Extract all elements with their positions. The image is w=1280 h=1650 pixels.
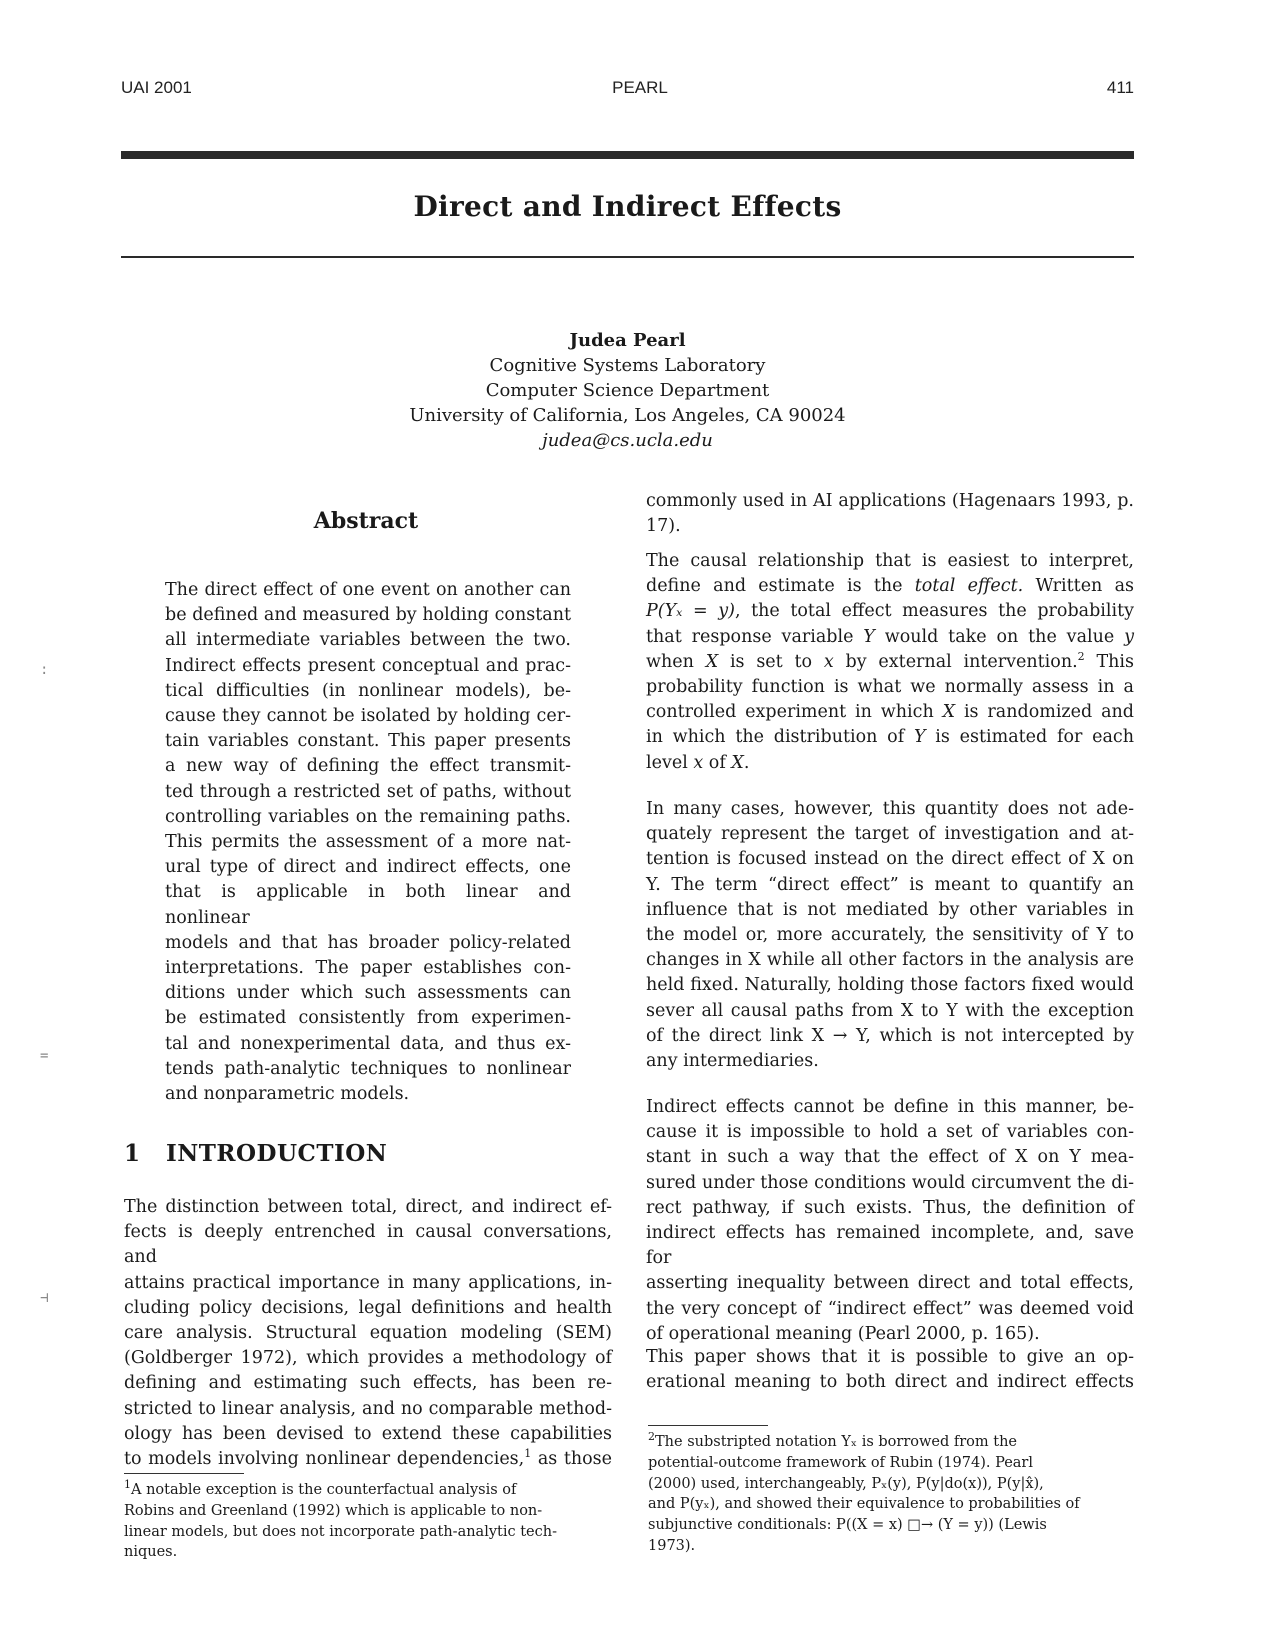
section-heading [124,1140,387,1167]
text-line: tal and nonexperimental data, and thus ex- [165,1033,571,1054]
text-line: level x of X. [646,752,750,773]
text-line: cause they cannot be isolated by holding cer- [165,706,571,727]
scan-margin-mark: ⊣ [40,1290,49,1306]
footnote-rule [648,1425,768,1426]
right-paragraph-0 [646,489,1134,539]
title-top-rule [121,151,1134,159]
text-line: tention is focused instead on the direct effect of X on [646,849,1134,870]
running-header-left: UAI 2001 [121,78,192,97]
text-line: indirect effects has remained incomplete, and, save for [646,1223,1134,1269]
footnote-line: subjunctive conditionals: P((X = x) □→ (Y = y)) (Lewis [648,1517,1047,1534]
text-line: sever all causal paths from X to Y with the exception [646,1000,1134,1021]
page-number: 411 [1106,78,1134,97]
affiliation-line: University of California, Los Angeles, CA 90024 [409,405,846,426]
affiliation-line: Cognitive Systems Laboratory [489,355,766,376]
affiliation-line: Computer Science Department [485,380,770,401]
footnote-line: and P(yₓ), and showed their equivalence to probabilities of [648,1496,1080,1513]
text-line: a new way of defining the effect transmit- [165,756,571,777]
footnote-text: A notable exception is the counterfactual analysis of [131,1482,517,1498]
text-line: The direct effect of one event on another can [165,580,571,600]
abstract-heading: Abstract [313,508,419,534]
text-line: tical difficulties (in nonlinear models), be- [165,680,571,701]
footnote-line [124,1480,612,1501]
text-line: rect pathway, if such exists. Thus, the definition of [646,1197,1134,1218]
section-number: 1 [124,1140,141,1167]
text-line: P(Yₓ = y), the total effect measures the probability [646,601,1134,622]
abstract-body [165,578,571,1107]
footnote-1 [124,1473,612,1563]
text-line: in which the distribution of Y is estimated for each [646,727,1134,748]
footnote-ref[interactable]: 2 [1077,649,1085,663]
paper-title: Direct and Indirect Effects [413,190,842,223]
footnote-rule [124,1473,244,1474]
text-line: This permits the assessment of a more nat- [165,832,571,853]
text-line: The causal relationship that is easiest to interpret, [646,551,1134,571]
footnote-mark: 1 [124,1478,131,1492]
text-line: of the direct link X → Y, which is not intercepted by [646,1025,1134,1046]
footnote-line: linear models, but does not incorporate path-analytic tech- [124,1523,557,1540]
footnote-line: (2000) used, interchangeably, Pₓ(y), P(y|do(x)), P(y|x̂), [648,1475,1044,1492]
text-line: that is applicable in both linear and nonlinear [165,882,571,928]
text-line: ted through a restricted set of paths, without [165,781,571,802]
text-line: all intermediate variables between the two. [165,630,571,651]
intro-paragraph [124,1195,612,1472]
footnote-ref[interactable]: 1 [524,1447,532,1461]
text-line: sured under those conditions would circumvent the di- [646,1172,1134,1193]
right-paragraph-3 [646,1095,1134,1347]
text-line: the model or, more accurately, the sensitivity of Y to [646,925,1134,946]
text-line: to models involving nonlinear dependencies,$^1$ as those [124,1447,612,1470]
scan-margin-mark: : [40,662,49,678]
text-line: tain variables constant. This paper presents [165,731,571,752]
text-line: Y. The term “direct effect” is meant to quantify an [646,874,1134,895]
text-line: changes in X while all other factors in the analysis are [646,950,1134,971]
text-line: tends path-analytic techniques to nonlinear [165,1058,571,1079]
text-line: quately represent the target of investigation and at- [646,824,1134,845]
footnote-line: niques. [124,1544,178,1561]
text-line: probability function is what we normally assess in a [646,677,1134,698]
footnote-2 [648,1425,1134,1557]
text-line: cluding policy decisions, legal definitions and health [124,1297,612,1318]
text-line: be estimated consistently from experimen- [165,1008,571,1029]
text-line: the very concept of “indirect effect” was deemed void [646,1298,1134,1319]
right-paragraph-2 [646,797,1134,1074]
text-line: when X is set to x by external intervention.$^2$ This [646,649,1134,672]
text-line: fects is deeply entrenched in causal conversations, and [124,1222,612,1268]
text-line: held fixed. Naturally, holding those factors fixed would [646,975,1134,996]
text-line: interpretations. The paper establishes con- [165,958,571,979]
text-line: asserting inequality between direct and total effects, [646,1273,1134,1294]
text-line: The distinction between total, direct, and indirect ef- [124,1197,612,1217]
text-line: stricted to linear analysis, and no comparable method- [124,1398,612,1419]
text-line: ditions under which such assessments can [165,983,571,1004]
footnote-line: Robins and Greenland (1992) which is applicable to non- [124,1502,543,1519]
text-line: controlling variables on the remaining paths. [165,806,571,827]
text-line: be defined and measured by holding constant [165,605,571,626]
text-line: ural type of direct and indirect effects, one [165,857,571,878]
footnote-line [648,1432,1134,1453]
text-line: models and that has broader policy-related [165,932,571,953]
author-block [121,328,1134,453]
text-line: ology has been devised to extend these capabilities [124,1423,612,1444]
text-line: Indirect effects cannot be define in this manner, be- [646,1097,1134,1117]
footnote-line: potential-outcome framework of Rubin (1974). Pearl [648,1454,1033,1471]
text-line: of operational meaning (Pearl 2000, p. 165). [646,1323,1040,1344]
text-line: care analysis. Structural equation modeling (SEM) [124,1323,612,1344]
right-paragraph-4 [646,1345,1134,1395]
text-line: attains practical importance in many applications, in- [124,1272,612,1293]
text-line: This paper shows that it is possible to give an op- [646,1347,1134,1367]
text-line: and nonparametric models. [165,1084,410,1105]
text-line: define and estimate is the total effect. Written as [646,576,1135,597]
text-line: any intermediaries. [646,1051,819,1072]
text-line: stant in such a way that the effect of X on Y mea- [646,1147,1134,1168]
scan-margin-mark: = [40,1048,49,1064]
footnote-line: 1973). [648,1537,696,1554]
text-line: In many cases, however, this quantity does not ade- [646,799,1134,819]
text-line: erational meaning to both direct and indirect effects [646,1372,1134,1393]
section-title: INTRODUCTION [166,1140,388,1167]
footnote-text: The substripted notation Yₓ is borrowed from the [655,1434,1017,1450]
footnote-mark: 2 [648,1430,655,1444]
text-line: 17). [646,516,681,537]
text-line: commonly used in AI applications (Hagenaars 1993, p. [646,491,1134,511]
text-line: that response variable Y would take on the value y [646,626,1134,647]
text-line: (Goldberger 1972), which provides a methodology of [124,1348,612,1369]
text-line: defining and estimating such effects, has been re- [124,1373,612,1394]
author-name: Judea Pearl [569,330,686,351]
author-email: judea@cs.ucla.edu [542,430,713,451]
text-line: Indirect effects present conceptual and prac- [165,655,571,676]
running-header-center: PEARL [612,78,668,97]
text-line: cause it is impossible to hold a set of variables con- [646,1122,1134,1143]
right-paragraph-1 [646,549,1134,776]
title-bottom-rule [121,256,1134,258]
text-line: controlled experiment in which X is randomized and [646,702,1134,723]
text-line: influence that is not mediated by other variables in [646,899,1134,920]
